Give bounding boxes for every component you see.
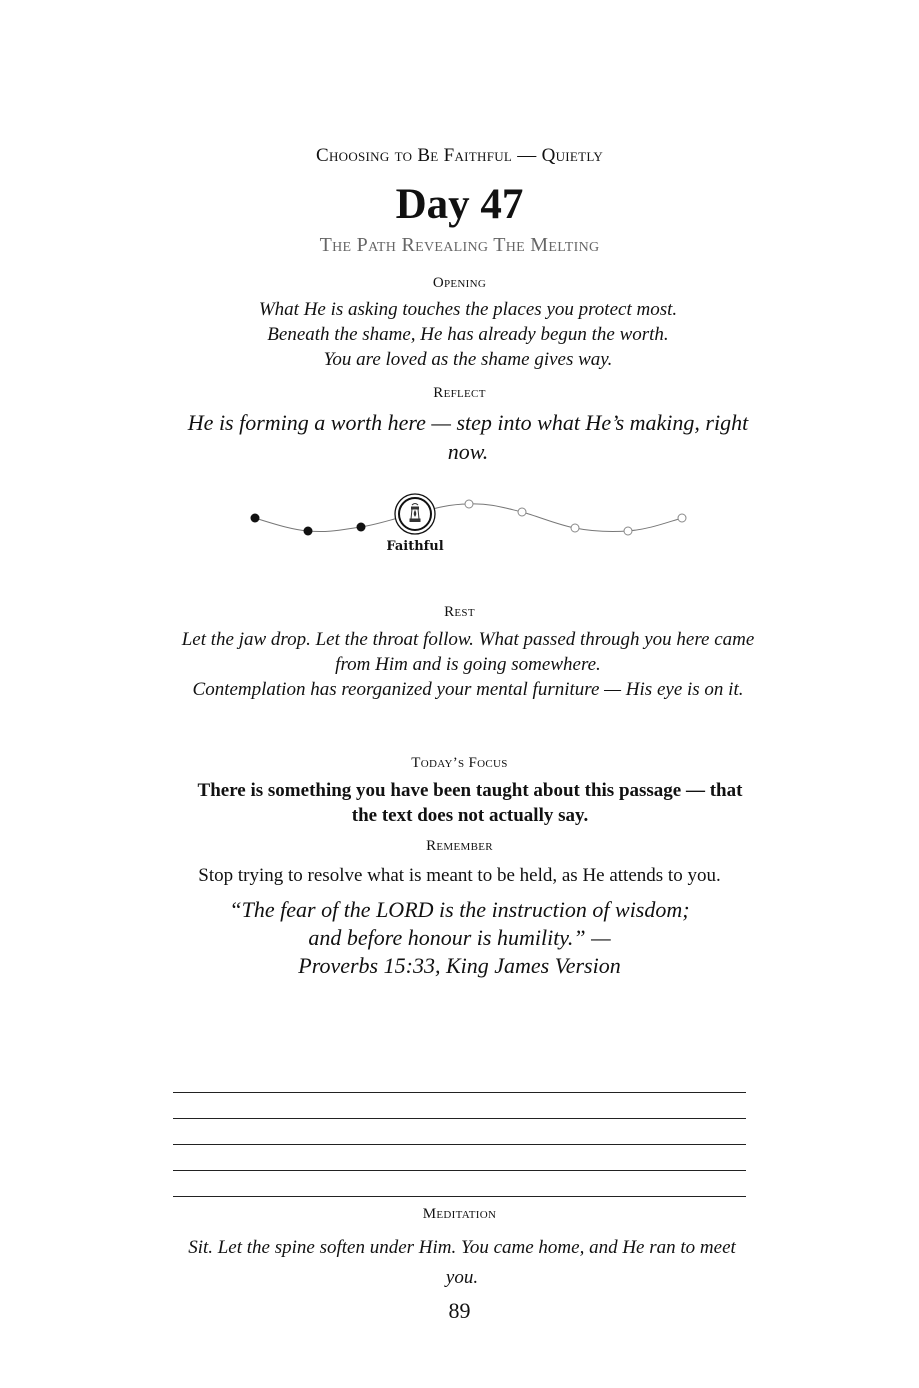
journey-node-upcoming [465, 500, 473, 508]
opening-line: What He is asking touches the places you protect most. [258, 299, 678, 320]
journal-line[interactable] [173, 1118, 746, 1119]
journey-current-label: Faithful [386, 539, 444, 554]
scripture-verse [0, 896, 919, 980]
day-title: Day 47 [395, 181, 524, 228]
opening-line: Beneath the shame, He has already begun the worth. [267, 324, 669, 345]
series-title: Choosing to Be Faithful — Quietly [315, 145, 604, 166]
rest-label: Rest [444, 604, 475, 620]
verse-line: “The fear of the LORD is the instruction of wisdom; [229, 897, 690, 922]
journal-line[interactable] [173, 1092, 746, 1093]
opening-line: You are loved as the shame gives way. [323, 349, 613, 370]
rest-line: Let the jaw drop. Let the throat follow. What passed through you here came from Him and is going somewhere. [181, 629, 755, 675]
journey-node-completed [304, 527, 313, 536]
page-number: 89 [448, 1298, 471, 1323]
journal-line[interactable] [173, 1170, 746, 1171]
opening-label: Opening [432, 275, 487, 291]
remember-label: Remember [426, 838, 493, 854]
journal-line[interactable] [173, 1144, 746, 1145]
journey-node-upcoming [678, 514, 686, 522]
focus-text: There is something you have been taught about this passage — that the text does not actually say. [197, 780, 743, 826]
reflect-text: He is forming a worth here — step into what He’s making, right now. [187, 410, 749, 464]
verse-line: and before honour is humility.” — [308, 925, 611, 950]
remember-text: Stop trying to resolve what is meant to be held, as He attends to you. [198, 865, 721, 886]
focus-label: Today’s Focus [411, 755, 508, 771]
journey-node-completed [357, 523, 366, 532]
verse-reference: Proverbs 15:33, King James Version [298, 953, 621, 978]
journey-node-upcoming [518, 508, 526, 516]
opening-text [172, 297, 764, 372]
journal-line[interactable] [173, 1196, 746, 1197]
reflect-label: Reflect [433, 385, 486, 401]
meditation-text: Sit. Let the spine soften under Him. You came home, and He ran to meet you. [188, 1237, 736, 1288]
journey-path [240, 488, 700, 558]
journey-node-upcoming [571, 524, 579, 532]
journey-node-completed [251, 514, 260, 523]
rest-text [172, 627, 764, 702]
day-subtitle: The Path Revealing The Melting [319, 234, 600, 256]
meditation-label: Meditation [422, 1206, 497, 1222]
journey-node-upcoming [624, 527, 632, 535]
rest-line: Contemplation has reorganized your mental furniture — His eye is on it. [192, 679, 744, 700]
